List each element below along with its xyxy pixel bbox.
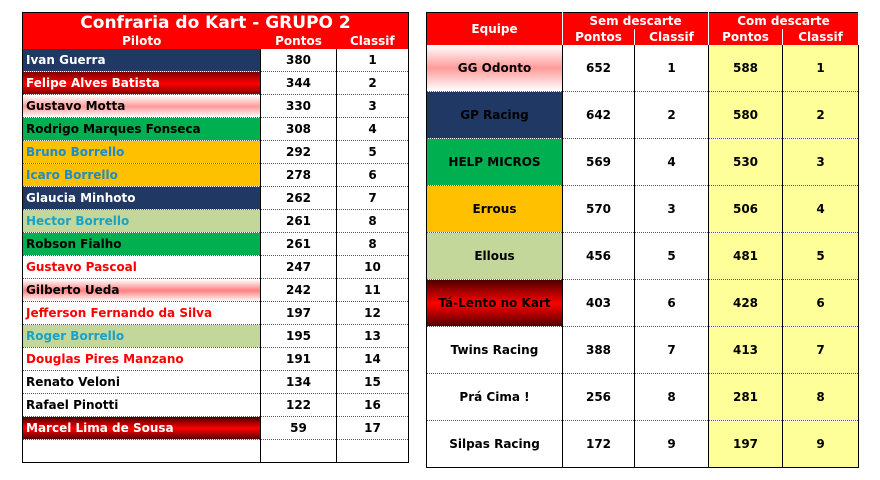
team-standings-table — [426, 12, 859, 468]
team-points-sem: 569 — [563, 139, 635, 186]
team-rank-sem: 3 — [635, 186, 709, 233]
pilot-rank: 8 — [337, 210, 409, 233]
pilot-rank: 11 — [337, 279, 409, 302]
header-com-descarte: Com descarte — [709, 13, 859, 30]
pilot-points: 278 — [261, 164, 337, 187]
pilot-rank: 3 — [337, 95, 409, 118]
pilot-points: 261 — [261, 233, 337, 256]
pilot-points: 134 — [261, 371, 337, 394]
pilot-name: Hector Borrello — [23, 210, 261, 233]
empty-row — [23, 440, 409, 463]
pilot-name: Felipe Alves Batista — [23, 72, 261, 95]
pilot-points: 242 — [261, 279, 337, 302]
pilot-points: 122 — [261, 394, 337, 417]
team-rank-sem: 2 — [635, 92, 709, 139]
pilot-name: Robson Fialho — [23, 233, 261, 256]
pilot-name: Jefferson Fernando da Silva — [23, 302, 261, 325]
pilot-rank: 14 — [337, 348, 409, 371]
empty-cell — [23, 440, 261, 463]
pilot-points: 197 — [261, 302, 337, 325]
team-rank-com: 6 — [783, 280, 859, 327]
header-classif: Classif — [337, 33, 409, 49]
pilot-points: 261 — [261, 210, 337, 233]
team-points-com: 588 — [709, 45, 783, 92]
team-rank-sem: 1 — [635, 45, 709, 92]
pilot-row — [23, 348, 409, 371]
pilot-points: 191 — [261, 348, 337, 371]
header-com-classif: Classif — [783, 29, 859, 45]
pilot-points: 247 — [261, 256, 337, 279]
pilot-row — [23, 256, 409, 279]
pilot-row — [23, 118, 409, 141]
table-title: Confraria do Kart - GRUPO 2 — [23, 13, 409, 34]
team-points-sem: 652 — [563, 45, 635, 92]
pilot-rank: 13 — [337, 325, 409, 348]
pilot-name: Gustavo Pascoal — [23, 256, 261, 279]
pilot-points: 195 — [261, 325, 337, 348]
pilot-row — [23, 164, 409, 187]
team-name: Prá Cima ! — [427, 374, 563, 421]
team-points-sem: 172 — [563, 421, 635, 468]
team-name: Silpas Racing — [427, 421, 563, 468]
pilot-name: Gilberto Ueda — [23, 279, 261, 302]
pilot-name: Roger Borrello — [23, 325, 261, 348]
empty-cell — [261, 440, 337, 463]
team-row — [427, 233, 859, 280]
pilot-rank: 5 — [337, 141, 409, 164]
pilot-row — [23, 325, 409, 348]
pilot-rank: 15 — [337, 371, 409, 394]
team-points-com: 481 — [709, 233, 783, 280]
pilot-row — [23, 279, 409, 302]
pilot-rank: 8 — [337, 233, 409, 256]
pilot-row — [23, 141, 409, 164]
team-rank-com: 1 — [783, 45, 859, 92]
team-points-com: 580 — [709, 92, 783, 139]
team-rank-sem: 6 — [635, 280, 709, 327]
team-rank-sem: 7 — [635, 327, 709, 374]
pilot-name: Ivan Guerra — [23, 49, 261, 72]
pilot-rank: 17 — [337, 417, 409, 440]
team-name: Ellous — [427, 233, 563, 280]
team-name: GP Racing — [427, 92, 563, 139]
team-name: GG Odonto — [427, 45, 563, 92]
team-row — [427, 45, 859, 92]
pilot-points: 262 — [261, 187, 337, 210]
pilot-row — [23, 371, 409, 394]
pilot-points: 308 — [261, 118, 337, 141]
team-rows — [427, 45, 859, 468]
pilot-rank: 7 — [337, 187, 409, 210]
team-points-com: 530 — [709, 139, 783, 186]
pilot-row — [23, 233, 409, 256]
team-points-com: 197 — [709, 421, 783, 468]
header-sem-descarte: Sem descarte — [563, 13, 709, 30]
team-row — [427, 280, 859, 327]
team-points-sem: 388 — [563, 327, 635, 374]
header-sem-pontos: Pontos — [563, 29, 635, 45]
pilot-rank: 10 — [337, 256, 409, 279]
team-points-com: 281 — [709, 374, 783, 421]
empty-cell — [337, 440, 409, 463]
team-points-sem: 642 — [563, 92, 635, 139]
pilot-rank: 4 — [337, 118, 409, 141]
pilot-rows — [23, 49, 409, 463]
team-name: Twins Racing — [427, 327, 563, 374]
team-row — [427, 374, 859, 421]
pilot-rank: 2 — [337, 72, 409, 95]
team-rank-sem: 9 — [635, 421, 709, 468]
team-row — [427, 186, 859, 233]
pilot-name: Douglas Pires Manzano — [23, 348, 261, 371]
pilot-row — [23, 417, 409, 440]
pilot-points: 330 — [261, 95, 337, 118]
team-row — [427, 92, 859, 139]
pilot-standings-table — [22, 12, 409, 463]
header-sem-classif: Classif — [635, 29, 709, 45]
team-points-sem: 256 — [563, 374, 635, 421]
team-row — [427, 139, 859, 186]
team-name: HELP MICROS — [427, 139, 563, 186]
pilot-rank: 6 — [337, 164, 409, 187]
team-rank-com: 2 — [783, 92, 859, 139]
team-rank-sem: 4 — [635, 139, 709, 186]
pilot-row — [23, 95, 409, 118]
team-name: Tá-Lento no Kart — [427, 280, 563, 327]
header-com-pontos: Pontos — [709, 29, 783, 45]
header-pontos: Pontos — [261, 33, 337, 49]
pilot-name: Marcel Lima de Sousa — [23, 417, 261, 440]
pilot-row — [23, 302, 409, 325]
pilot-name: Rafael Pinotti — [23, 394, 261, 417]
team-points-com: 428 — [709, 280, 783, 327]
pilot-row — [23, 49, 409, 72]
team-row — [427, 327, 859, 374]
pilot-rank: 12 — [337, 302, 409, 325]
header-equipe: Equipe — [427, 13, 563, 46]
pilot-name: Rodrigo Marques Fonseca — [23, 118, 261, 141]
team-rank-com: 8 — [783, 374, 859, 421]
pilot-name: Bruno Borrello — [23, 141, 261, 164]
pilot-name: Renato Veloni — [23, 371, 261, 394]
team-rank-com: 5 — [783, 233, 859, 280]
team-points-com: 506 — [709, 186, 783, 233]
team-name: Errous — [427, 186, 563, 233]
team-rank-com: 4 — [783, 186, 859, 233]
team-row — [427, 421, 859, 468]
pilot-points: 380 — [261, 49, 337, 72]
pilot-rank: 16 — [337, 394, 409, 417]
team-points-sem: 403 — [563, 280, 635, 327]
team-points-sem: 456 — [563, 233, 635, 280]
team-rank-com: 7 — [783, 327, 859, 374]
pilot-row — [23, 187, 409, 210]
pilot-name: Glaucia Minhoto — [23, 187, 261, 210]
team-points-com: 413 — [709, 327, 783, 374]
header-piloto: Piloto — [23, 33, 261, 49]
pilot-row — [23, 394, 409, 417]
team-rank-com: 9 — [783, 421, 859, 468]
team-rank-com: 3 — [783, 139, 859, 186]
team-points-sem: 570 — [563, 186, 635, 233]
team-rank-sem: 8 — [635, 374, 709, 421]
pilot-points: 292 — [261, 141, 337, 164]
pilot-points: 344 — [261, 72, 337, 95]
team-rank-sem: 5 — [635, 233, 709, 280]
pilot-points: 59 — [261, 417, 337, 440]
pilot-row — [23, 210, 409, 233]
pilot-rank: 1 — [337, 49, 409, 72]
pilot-name: Gustavo Motta — [23, 95, 261, 118]
pilot-name: Icaro Borrello — [23, 164, 261, 187]
pilot-row — [23, 72, 409, 95]
